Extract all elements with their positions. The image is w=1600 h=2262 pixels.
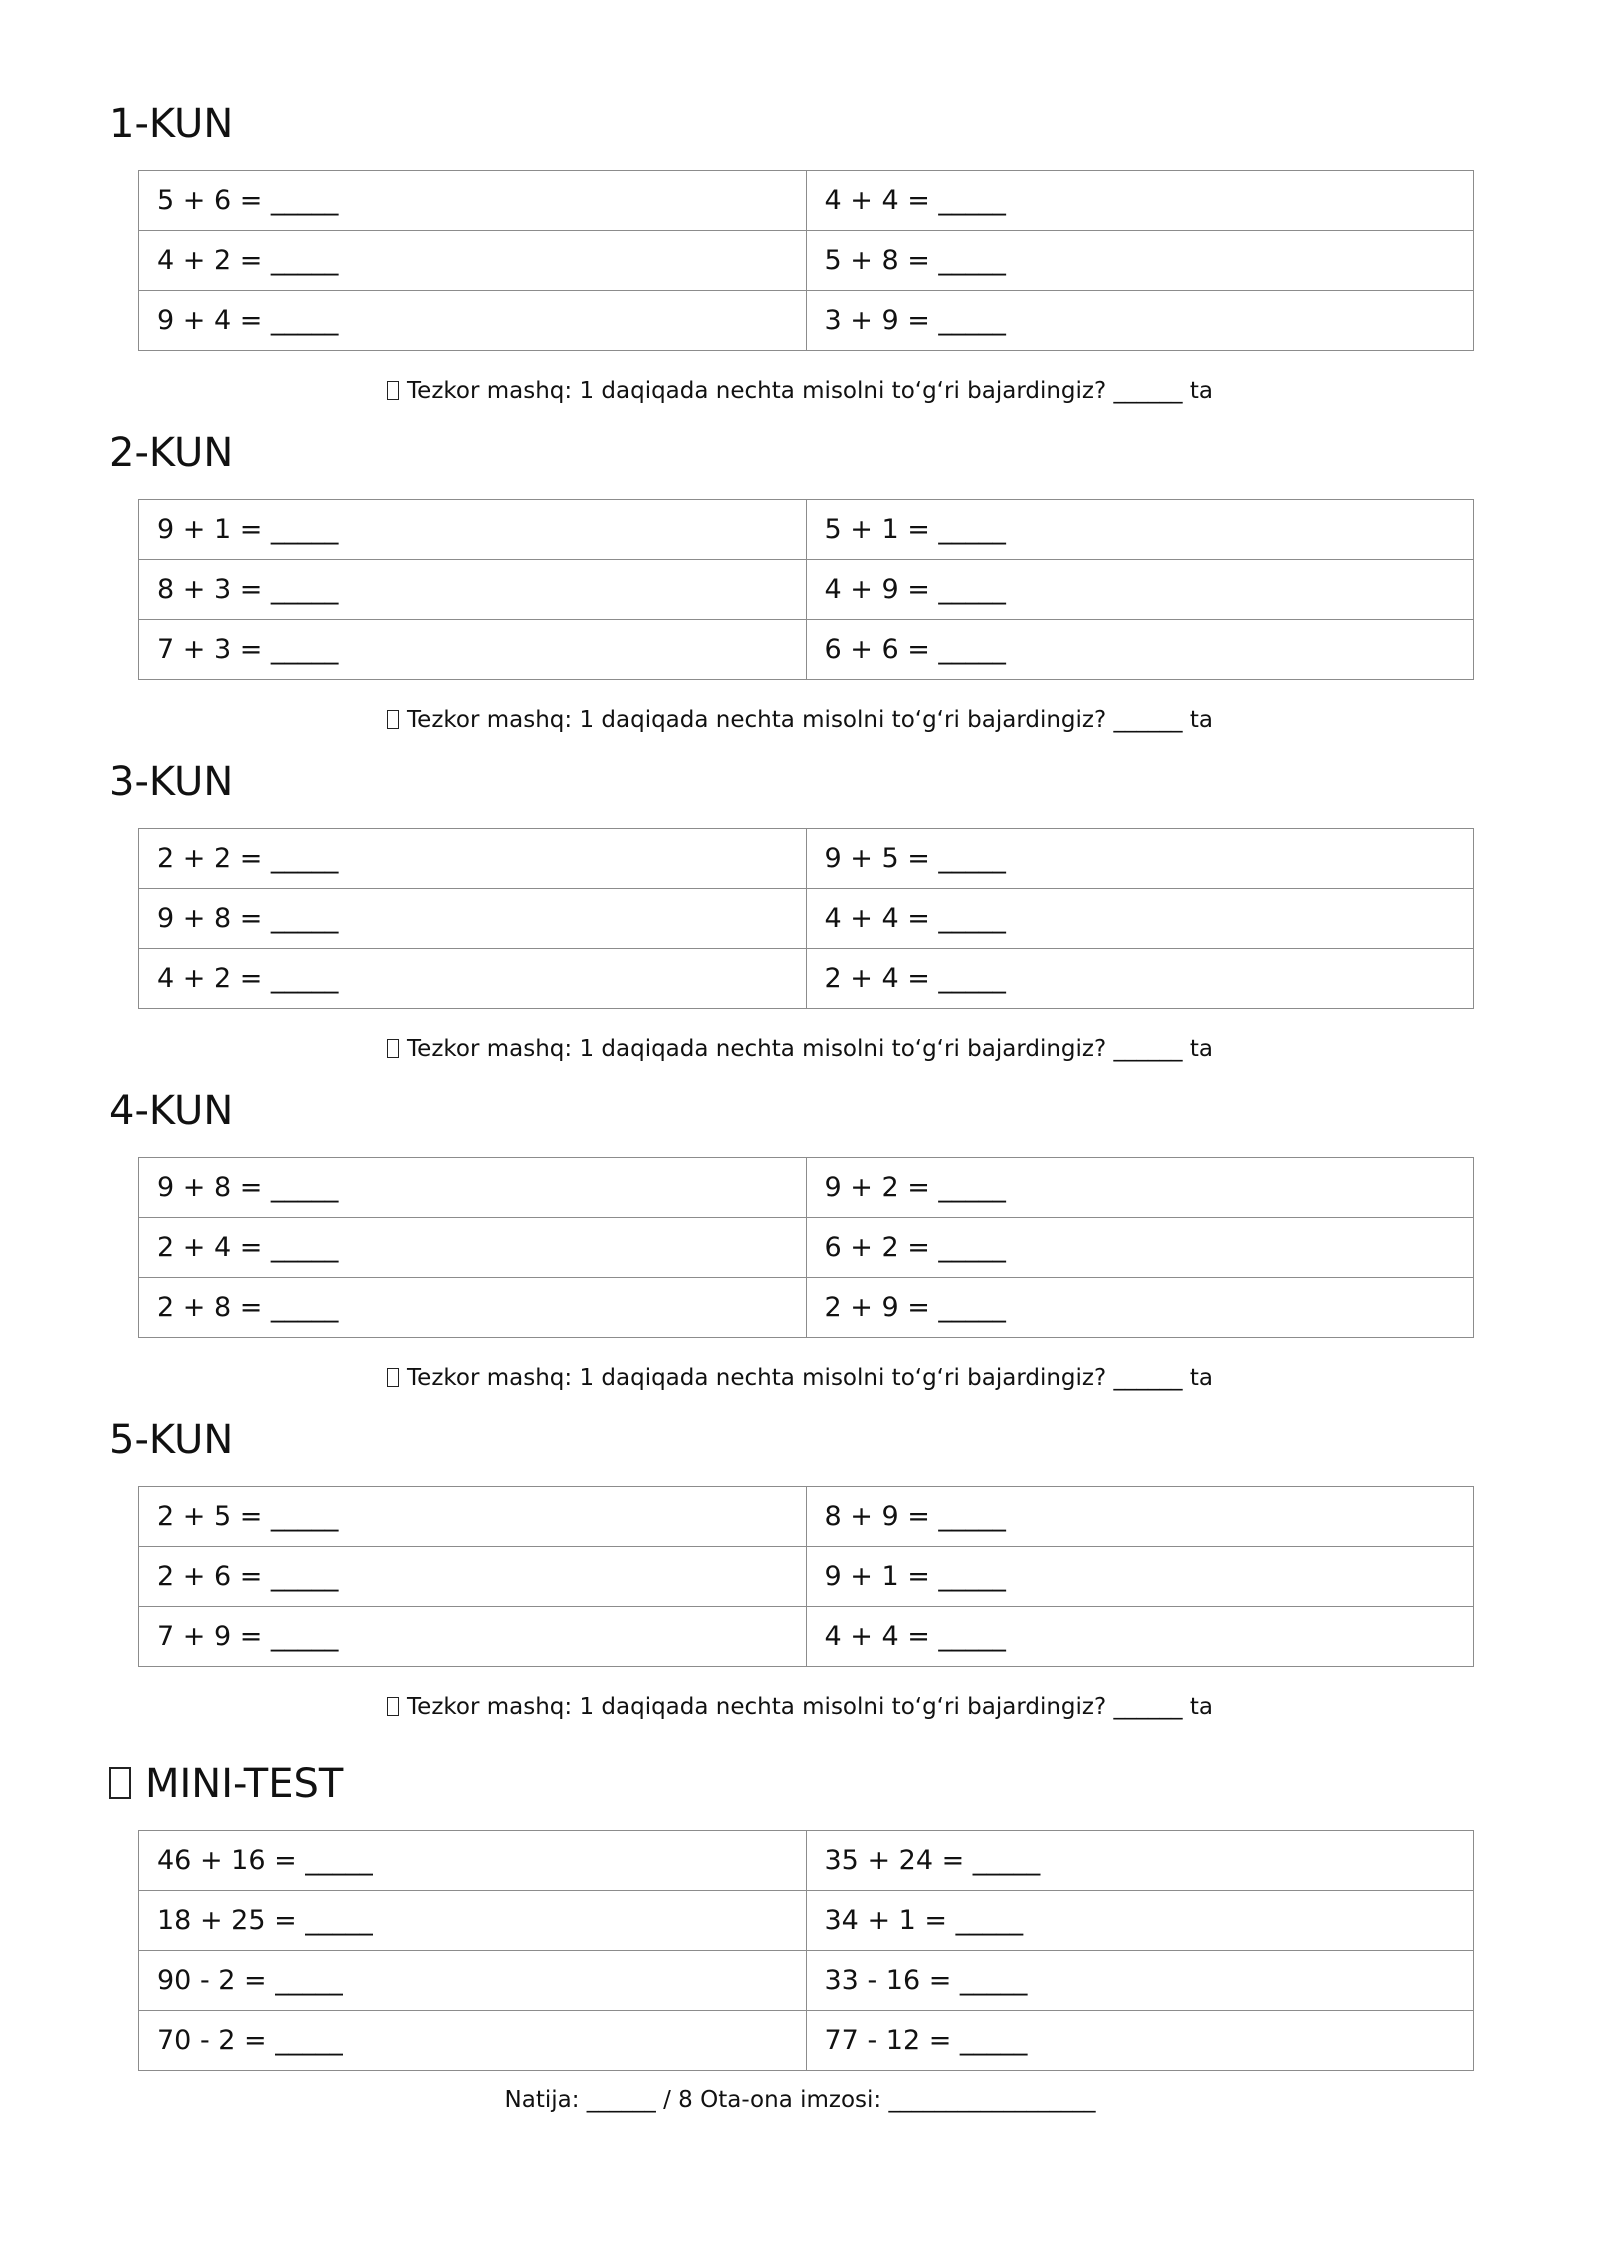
problem-cell: 77 - 12 = _____ <box>806 2011 1474 2071</box>
problem-cell: 2 + 5 = _____ <box>139 1487 807 1547</box>
problem-cell: 2 + 4 = _____ <box>806 949 1474 1009</box>
problem-cell: 18 + 25 = _____ <box>139 1891 807 1951</box>
problem-cell: 9 + 8 = _____ <box>139 1158 807 1218</box>
speed-practice-text: Tezkor mashq: 1 daqiqada nechta misolni to‘g‘ri bajardingiz? ______ ta <box>407 1036 1213 1062</box>
speed-practice-text: Tezkor mashq: 1 daqiqada nechta misolni to‘g‘ri bajardingiz? ______ ta <box>407 378 1213 404</box>
missing-glyph-icon <box>387 1039 399 1058</box>
problem-cell: 46 + 16 = _____ <box>139 1831 807 1891</box>
speed-practice-line <box>0 707 1600 733</box>
problems-table <box>138 499 1474 680</box>
problem-cell: 33 - 16 = _____ <box>806 1951 1474 2011</box>
table-row <box>139 829 1474 889</box>
problem-cell: 9 + 1 = _____ <box>806 1547 1474 1607</box>
table-row <box>139 291 1474 351</box>
missing-glyph-icon <box>387 381 399 400</box>
problem-cell: 7 + 9 = _____ <box>139 1607 807 1667</box>
table-row <box>139 1278 1474 1338</box>
problem-cell: 34 + 1 = _____ <box>806 1891 1474 1951</box>
table-row <box>139 1158 1474 1218</box>
table-row <box>139 560 1474 620</box>
table-row <box>139 1547 1474 1607</box>
problem-cell: 2 + 6 = _____ <box>139 1547 807 1607</box>
problem-cell: 9 + 4 = _____ <box>139 291 807 351</box>
day-heading: 5-KUN <box>109 1417 234 1463</box>
problem-cell: 6 + 6 = _____ <box>806 620 1474 680</box>
speed-practice-line <box>0 1694 1600 1720</box>
mini-test-table <box>138 1830 1474 2071</box>
table-row <box>139 1487 1474 1547</box>
table-row <box>139 231 1474 291</box>
table-row <box>139 620 1474 680</box>
problem-cell: 4 + 2 = _____ <box>139 949 807 1009</box>
table-row <box>139 1218 1474 1278</box>
problem-cell: 2 + 2 = _____ <box>139 829 807 889</box>
problem-cell: 2 + 4 = _____ <box>139 1218 807 1278</box>
problem-cell: 9 + 5 = _____ <box>806 829 1474 889</box>
table-row <box>139 2011 1474 2071</box>
problem-cell: 2 + 8 = _____ <box>139 1278 807 1338</box>
missing-glyph-icon <box>387 1697 399 1716</box>
problem-cell: 8 + 9 = _____ <box>806 1487 1474 1547</box>
table-row <box>139 1831 1474 1891</box>
result-signature-line: Natija: ______ / 8 Ota-ona imzosi: __________________ <box>504 2087 1096 2113</box>
problems-table <box>138 828 1474 1009</box>
mini-test-title: MINI-TEST <box>145 1761 344 1807</box>
problem-cell: 6 + 2 = _____ <box>806 1218 1474 1278</box>
problem-cell: 7 + 3 = _____ <box>139 620 807 680</box>
problem-cell: 4 + 4 = _____ <box>806 171 1474 231</box>
mini-test-heading <box>109 1760 343 1808</box>
speed-practice-text: Tezkor mashq: 1 daqiqada nechta misolni to‘g‘ri bajardingiz? ______ ta <box>407 1694 1213 1720</box>
problem-cell: 9 + 8 = _____ <box>139 889 807 949</box>
table-row <box>139 171 1474 231</box>
problem-cell: 4 + 4 = _____ <box>806 889 1474 949</box>
speed-practice-text: Tezkor mashq: 1 daqiqada nechta misolni to‘g‘ri bajardingiz? ______ ta <box>407 707 1213 733</box>
table-row <box>139 1607 1474 1667</box>
problem-cell: 9 + 2 = _____ <box>806 1158 1474 1218</box>
day-heading: 2-KUN <box>109 430 234 476</box>
speed-practice-text: Tezkor mashq: 1 daqiqada nechta misolni to‘g‘ri bajardingiz? ______ ta <box>407 1365 1213 1391</box>
table-row <box>139 889 1474 949</box>
speed-practice-line <box>0 1365 1600 1391</box>
table-row <box>139 949 1474 1009</box>
problem-cell: 2 + 9 = _____ <box>806 1278 1474 1338</box>
problem-cell: 90 - 2 = _____ <box>139 1951 807 2011</box>
missing-glyph-icon <box>387 1368 399 1387</box>
problems-table <box>138 1486 1474 1667</box>
speed-practice-line <box>0 1036 1600 1062</box>
problem-cell: 3 + 9 = _____ <box>806 291 1474 351</box>
problem-cell: 4 + 4 = _____ <box>806 1607 1474 1667</box>
problem-cell: 4 + 2 = _____ <box>139 231 807 291</box>
problem-cell: 5 + 8 = _____ <box>806 231 1474 291</box>
problem-cell: 4 + 9 = _____ <box>806 560 1474 620</box>
problem-cell: 5 + 1 = _____ <box>806 500 1474 560</box>
problems-table <box>138 1157 1474 1338</box>
problem-cell: 70 - 2 = _____ <box>139 2011 807 2071</box>
table-row <box>139 500 1474 560</box>
day-heading: 3-KUN <box>109 759 234 805</box>
problem-cell: 9 + 1 = _____ <box>139 500 807 560</box>
speed-practice-line <box>0 378 1600 404</box>
missing-glyph-icon <box>387 710 399 729</box>
problem-cell: 8 + 3 = _____ <box>139 560 807 620</box>
table-row <box>139 1951 1474 2011</box>
day-heading: 4-KUN <box>109 1088 234 1134</box>
table-row <box>139 1891 1474 1951</box>
problem-cell: 5 + 6 = _____ <box>139 171 807 231</box>
missing-glyph-icon <box>109 1767 131 1799</box>
problem-cell: 35 + 24 = _____ <box>806 1831 1474 1891</box>
day-heading: 1-KUN <box>109 101 234 147</box>
problems-table <box>138 170 1474 351</box>
